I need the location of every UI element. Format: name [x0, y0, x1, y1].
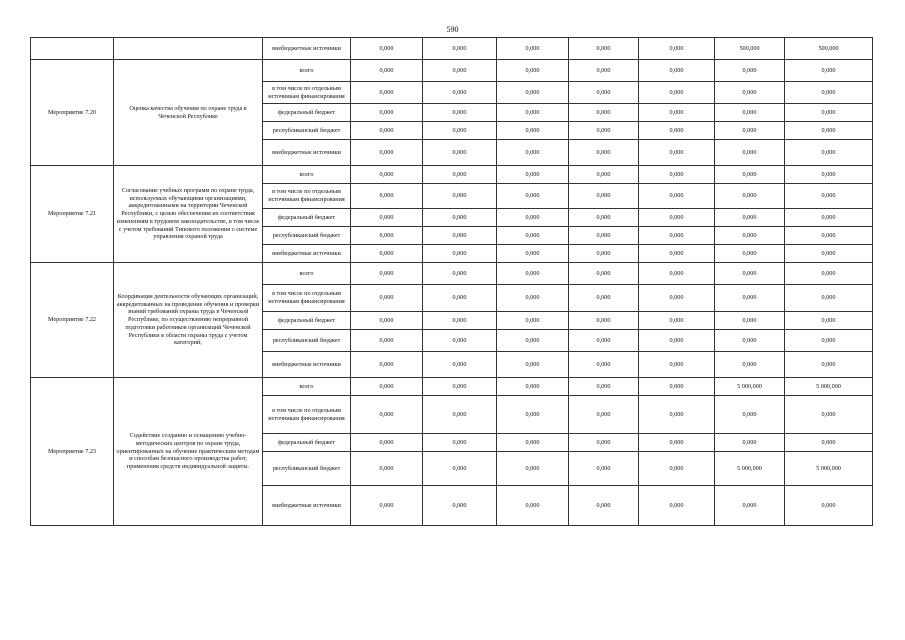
value-cell: 0,000: [351, 312, 423, 330]
value-cell: 0,000: [569, 285, 639, 312]
value-cell: 0,000: [497, 166, 569, 184]
value-cell: 0,000: [351, 452, 423, 486]
value-cell: 0,000: [639, 330, 715, 352]
value-cell: 0,000: [569, 330, 639, 352]
value-cell: 0,000: [423, 378, 497, 396]
value-cell: 5 000,000: [785, 378, 873, 396]
value-cell: 0,000: [569, 140, 639, 166]
value-cell: 0,000: [715, 312, 785, 330]
event-description-cell: Координация деятельности обучающих организаций, аккредитованных на проведение обучения и проверки знаний требований охраны труда в Чеченской Республике, по осуществлению непрерывной подготовки работников организаций Чеченской Республики в области охраны труда с учетом категорий;: [114, 263, 263, 378]
value-cell: 0,000: [497, 38, 569, 60]
source-cell: внебюджетные источники: [263, 140, 351, 166]
value-cell: 0,000: [569, 184, 639, 209]
value-cell: 0,000: [423, 122, 497, 140]
value-cell: 0,000: [423, 184, 497, 209]
value-cell: 0,000: [785, 245, 873, 263]
source-cell: республиканский бюджет: [263, 122, 351, 140]
value-cell: 0,000: [639, 285, 715, 312]
source-cell: республиканский бюджет: [263, 330, 351, 352]
value-cell: 0,000: [497, 452, 569, 486]
value-cell: 0,000: [569, 352, 639, 378]
source-cell: в том числе по отдельным источникам финансирования: [263, 285, 351, 312]
value-cell: 0,000: [785, 434, 873, 452]
value-cell: 0,000: [423, 434, 497, 452]
value-cell: 0,000: [715, 104, 785, 122]
table-body: [31, 38, 873, 526]
value-cell: 0,000: [639, 166, 715, 184]
value-cell: 0,000: [423, 263, 497, 285]
value-cell: 0,000: [715, 396, 785, 434]
value-cell: 0,000: [351, 285, 423, 312]
table-row: [31, 38, 873, 60]
value-cell: 0,000: [785, 285, 873, 312]
value-cell: 0,000: [639, 38, 715, 60]
source-cell: федеральный бюджет: [263, 312, 351, 330]
value-cell: 0,000: [639, 227, 715, 245]
value-cell: 0,000: [715, 122, 785, 140]
empty-cell: [31, 38, 114, 60]
value-cell: 0,000: [351, 184, 423, 209]
value-cell: 0,000: [351, 104, 423, 122]
value-cell: 0,000: [351, 227, 423, 245]
value-cell: 0,000: [715, 434, 785, 452]
value-cell: 0,000: [423, 396, 497, 434]
value-cell: 0,000: [497, 378, 569, 396]
value-cell: 0,000: [569, 486, 639, 526]
value-cell: 0,000: [639, 60, 715, 82]
source-cell: республиканский бюджет: [263, 227, 351, 245]
value-cell: 500,000: [715, 38, 785, 60]
value-cell: 0,000: [715, 245, 785, 263]
value-cell: 0,000: [423, 245, 497, 263]
value-cell: 0,000: [351, 122, 423, 140]
value-cell: 0,000: [785, 104, 873, 122]
event-description-cell: Оценка качества обучения по охране труда в Чеченской Республике: [114, 60, 263, 166]
value-cell: 0,000: [785, 60, 873, 82]
value-cell: 0,000: [715, 184, 785, 209]
event-description-cell: Содействие созданию и оснащению учебно-методических центров по охране труда, ориентированных на обучение практическим методам и способам безопасного производства работ, применения средств индивидуальной защиты.: [114, 378, 263, 526]
value-cell: 0,000: [423, 227, 497, 245]
source-cell: в том числе по отдельным источникам финансирования: [263, 396, 351, 434]
value-cell: 0,000: [639, 82, 715, 104]
source-cell: всего: [263, 60, 351, 82]
value-cell: 0,000: [423, 82, 497, 104]
source-cell: федеральный бюджет: [263, 434, 351, 452]
source-cell: в том числе по отдельным источникам финансирования: [263, 82, 351, 104]
value-cell: 0,000: [569, 122, 639, 140]
value-cell: 0,000: [351, 378, 423, 396]
value-cell: 0,000: [785, 312, 873, 330]
value-cell: 0,000: [785, 209, 873, 227]
value-cell: 0,000: [497, 396, 569, 434]
source-cell: внебюджетные источники: [263, 352, 351, 378]
event-id-cell: Мероприятие 7.20: [31, 60, 114, 166]
value-cell: 0,000: [351, 486, 423, 526]
value-cell: 0,000: [569, 82, 639, 104]
value-cell: 0,000: [351, 434, 423, 452]
value-cell: 0,000: [423, 166, 497, 184]
value-cell: 0,000: [569, 245, 639, 263]
value-cell: 0,000: [785, 263, 873, 285]
source-cell: всего: [263, 378, 351, 396]
table-row: [31, 60, 873, 82]
value-cell: 0,000: [497, 486, 569, 526]
source-cell: внебюджетные источники: [263, 38, 351, 60]
value-cell: 0,000: [497, 285, 569, 312]
value-cell: 0,000: [423, 452, 497, 486]
value-cell: 0,000: [639, 245, 715, 263]
value-cell: 0,000: [497, 104, 569, 122]
value-cell: 0,000: [351, 330, 423, 352]
source-cell: всего: [263, 263, 351, 285]
value-cell: 0,000: [351, 263, 423, 285]
value-cell: 0,000: [351, 166, 423, 184]
value-cell: 0,000: [423, 60, 497, 82]
value-cell: 0,000: [351, 352, 423, 378]
value-cell: 0,000: [785, 486, 873, 526]
value-cell: 0,000: [639, 209, 715, 227]
event-id-cell: Мероприятие 7.22: [31, 263, 114, 378]
value-cell: 0,000: [785, 227, 873, 245]
value-cell: 0,000: [569, 378, 639, 396]
value-cell: 0,000: [785, 82, 873, 104]
value-cell: 0,000: [423, 352, 497, 378]
value-cell: 0,000: [715, 352, 785, 378]
value-cell: 0,000: [497, 263, 569, 285]
value-cell: 0,000: [639, 396, 715, 434]
value-cell: 0,000: [569, 60, 639, 82]
budget-table: [30, 37, 873, 526]
event-description-cell: Согласование учебных программ по охране труда, используемых обучающими организациями, аккредитованными на территории Чеченской Республики, с целью обеспечения их соответствия изменениям в трудовом законодательстве, в том числе с учетом требований Типового положения о системе управления охраной труда: [114, 166, 263, 263]
value-cell: 0,000: [423, 104, 497, 122]
value-cell: 0,000: [423, 140, 497, 166]
source-cell: внебюджетные источники: [263, 486, 351, 526]
source-cell: республиканский бюджет: [263, 452, 351, 486]
value-cell: 0,000: [639, 452, 715, 486]
value-cell: 0,000: [785, 166, 873, 184]
value-cell: 0,000: [639, 378, 715, 396]
value-cell: 0,000: [497, 434, 569, 452]
value-cell: 0,000: [785, 122, 873, 140]
value-cell: 0,000: [639, 140, 715, 166]
value-cell: 0,000: [785, 330, 873, 352]
value-cell: 0,000: [423, 285, 497, 312]
value-cell: 0,000: [785, 352, 873, 378]
table-row: [31, 263, 873, 285]
value-cell: 0,000: [715, 140, 785, 166]
value-cell: 0,000: [569, 227, 639, 245]
value-cell: 0,000: [715, 60, 785, 82]
value-cell: 0,000: [423, 330, 497, 352]
value-cell: 0,000: [497, 82, 569, 104]
value-cell: 0,000: [569, 166, 639, 184]
value-cell: 0,000: [639, 122, 715, 140]
value-cell: 0,000: [639, 184, 715, 209]
value-cell: 0,000: [497, 209, 569, 227]
value-cell: 0,000: [715, 166, 785, 184]
value-cell: 0,000: [715, 209, 785, 227]
value-cell: 5 000,000: [785, 452, 873, 486]
value-cell: 0,000: [497, 245, 569, 263]
value-cell: 0,000: [785, 184, 873, 209]
value-cell: 0,000: [639, 263, 715, 285]
value-cell: 0,000: [785, 396, 873, 434]
value-cell: 0,000: [351, 38, 423, 60]
value-cell: 0,000: [639, 104, 715, 122]
source-cell: в том числе по отдельным источникам финансирования: [263, 184, 351, 209]
event-id-cell: Мероприятие 7.23: [31, 378, 114, 526]
value-cell: 0,000: [715, 285, 785, 312]
value-cell: 0,000: [569, 209, 639, 227]
value-cell: 0,000: [639, 434, 715, 452]
value-cell: 0,000: [569, 38, 639, 60]
value-cell: 0,000: [569, 263, 639, 285]
value-cell: 0,000: [423, 312, 497, 330]
source-cell: федеральный бюджет: [263, 209, 351, 227]
value-cell: 0,000: [639, 352, 715, 378]
value-cell: 0,000: [639, 312, 715, 330]
value-cell: 0,000: [497, 140, 569, 166]
value-cell: 0,000: [497, 184, 569, 209]
value-cell: 0,000: [569, 104, 639, 122]
value-cell: 0,000: [351, 82, 423, 104]
event-id-cell: Мероприятие 7.21: [31, 166, 114, 263]
value-cell: 0,000: [423, 486, 497, 526]
value-cell: 0,000: [497, 312, 569, 330]
table-row: [31, 166, 873, 184]
value-cell: 5 000,000: [715, 378, 785, 396]
value-cell: 500,000: [785, 38, 873, 60]
value-cell: 0,000: [569, 434, 639, 452]
value-cell: 0,000: [497, 227, 569, 245]
value-cell: 5 000,000: [715, 452, 785, 486]
value-cell: 0,000: [715, 82, 785, 104]
source-cell: всего: [263, 166, 351, 184]
value-cell: 0,000: [639, 486, 715, 526]
value-cell: 0,000: [351, 245, 423, 263]
value-cell: 0,000: [351, 396, 423, 434]
source-cell: федеральный бюджет: [263, 104, 351, 122]
value-cell: 0,000: [351, 140, 423, 166]
value-cell: 0,000: [423, 38, 497, 60]
value-cell: 0,000: [715, 227, 785, 245]
value-cell: 0,000: [715, 330, 785, 352]
value-cell: 0,000: [569, 396, 639, 434]
value-cell: 0,000: [785, 140, 873, 166]
value-cell: 0,000: [715, 486, 785, 526]
value-cell: 0,000: [497, 352, 569, 378]
value-cell: 0,000: [497, 330, 569, 352]
value-cell: 0,000: [351, 209, 423, 227]
value-cell: 0,000: [569, 312, 639, 330]
value-cell: 0,000: [569, 452, 639, 486]
table-row: [31, 378, 873, 396]
value-cell: 0,000: [351, 60, 423, 82]
page-number: 590: [446, 25, 459, 34]
empty-cell: [114, 38, 263, 60]
source-cell: внебюджетные источники: [263, 245, 351, 263]
value-cell: 0,000: [497, 60, 569, 82]
value-cell: 0,000: [497, 122, 569, 140]
value-cell: 0,000: [423, 209, 497, 227]
value-cell: 0,000: [715, 263, 785, 285]
